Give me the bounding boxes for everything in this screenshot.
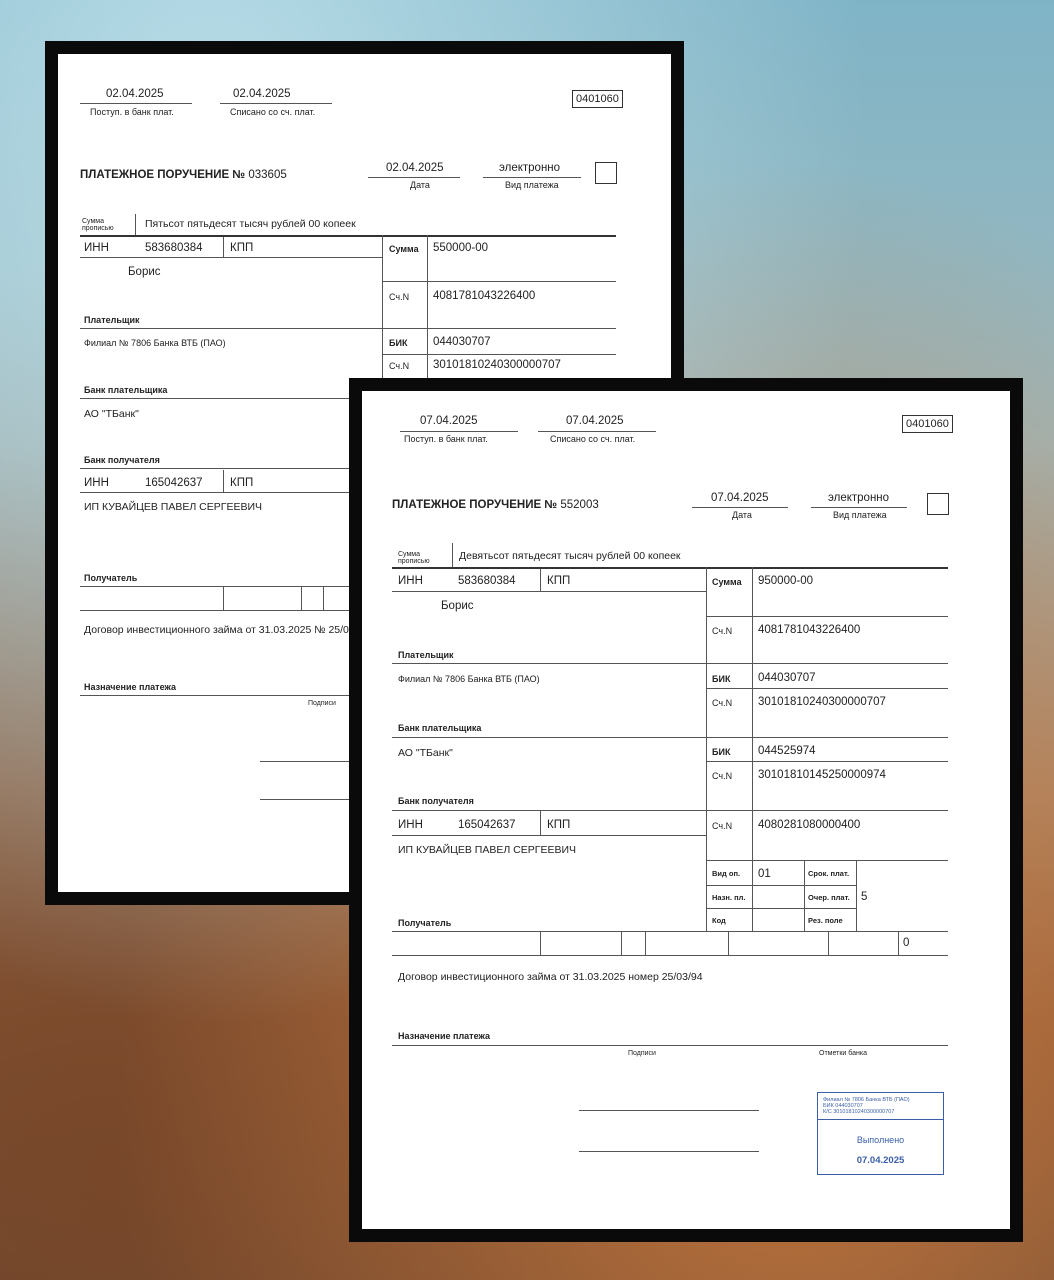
ocher-label: Очер. плат. — [808, 893, 850, 902]
recipient-kpp-label: КПП — [230, 477, 254, 489]
payer-bank: Филиал № 7806 Банка ВТБ (ПАО) — [398, 674, 540, 684]
recipient-bank: АО "ТБанк" — [84, 408, 139, 420]
srok-label: Срок. плат. — [808, 869, 850, 878]
purpose-text: Договор инвестиционного займа от 31.03.2025 № 25/0 — [84, 624, 349, 636]
doc-number: 033605 — [248, 169, 287, 181]
payer-account: 4081781043226400 — [433, 290, 536, 302]
bik-label: БИК — [389, 338, 408, 348]
summa: 950000-00 — [758, 575, 813, 587]
payer-bank: Филиал № 7806 Банка ВТБ (ПАО) — [84, 338, 226, 348]
summa-label: Сумма — [712, 577, 742, 587]
corr-label: Сч.N — [712, 698, 733, 708]
payment-order-front — [349, 378, 1023, 1242]
doc-title — [80, 169, 287, 181]
payer-label: Плательщик — [84, 315, 140, 325]
stamp-line1: Филиал № 7806 Банка ВТБ (ПАО) — [823, 1097, 910, 1103]
recipient-name: ИП КУВАЙЦЕВ ПАВЕЛ СЕРГЕЕВИЧ — [84, 501, 263, 513]
date-received: 02.04.2025 — [106, 88, 164, 100]
form-code: 0401060 — [572, 90, 623, 108]
doc-title — [392, 499, 599, 511]
amount-words: Девятьсот пятьдесят тысяч рублей 00 копеек — [459, 550, 681, 562]
recipient-kpp-label: КПП — [547, 819, 571, 831]
payer-bik: 044030707 — [433, 336, 491, 348]
recipient-bik: 044525974 — [758, 745, 816, 757]
payer-name: Борис — [441, 600, 474, 612]
payer-bik: 044030707 — [758, 672, 816, 684]
label-received: Поступ. в банк плат. — [90, 107, 174, 117]
purpose-label: Назначение платежа — [84, 682, 176, 692]
payer-name: Борис — [128, 266, 161, 278]
payer-inn: 583680384 — [145, 242, 203, 254]
doc-number: 552003 — [560, 499, 599, 511]
inn-label: ИНН — [84, 242, 109, 254]
ocher: 5 — [861, 891, 868, 903]
title-prefix: ПЛАТЕЖНОЕ ПОРУЧЕНИЕ № — [80, 169, 246, 181]
bank-marks-label: Отметки банка — [819, 1050, 867, 1057]
payment-type-label: Вид платежа — [833, 510, 887, 520]
summa: 550000-00 — [433, 242, 488, 254]
recipient-inn: 165042637 — [145, 477, 203, 489]
signatures-label: Подписи — [308, 700, 336, 707]
doc-date: 02.04.2025 — [386, 162, 444, 174]
purpose-text: Договор инвестиционного займа от 31.03.2025 номер 25/03/94 — [398, 971, 703, 983]
date-label: Дата — [410, 180, 430, 190]
payer-bank-label: Банк плательщика — [398, 723, 482, 733]
stamp-line3: К/С 30101810240300000707 — [823, 1109, 895, 1115]
account-label: Сч.N — [712, 626, 733, 636]
recipient-label: Получатель — [84, 573, 138, 583]
stamp-date: 07.04.2025 — [856, 1155, 905, 1166]
payment-type: электронно — [499, 162, 561, 174]
date-debited: 07.04.2025 — [566, 415, 624, 427]
label-debited: Списано со сч. плат. — [550, 434, 636, 444]
urgent-checkbox — [595, 162, 617, 184]
stamp-status: Выполнено — [856, 1135, 905, 1145]
recipient-bank-label: Банк получателя — [84, 455, 160, 465]
recipient-label: Получатель — [398, 918, 452, 928]
recipient-bank: АО "ТБанк" — [398, 747, 453, 759]
rez-label: Рез. поле — [808, 916, 843, 925]
recipient-corr: 30101810145250000974 — [758, 769, 886, 781]
recipient-inn-label: ИНН — [398, 819, 423, 831]
recipient-name: ИП КУВАЙЦЕВ ПАВЕЛ СЕРГЕЕВИЧ — [398, 844, 577, 856]
amount-words-label: Сумма прописью — [398, 551, 430, 565]
kod-label: Код — [712, 916, 726, 925]
bank-stamp — [817, 1092, 944, 1175]
recipient-corr-label: Сч.N — [712, 771, 733, 781]
tax-last-field: 0 — [903, 937, 910, 949]
date-label: Дата — [732, 510, 752, 520]
recipient-account: 4080281080000400 — [758, 819, 861, 831]
kpp-label: КПП — [230, 242, 254, 254]
corr-label: Сч.N — [389, 361, 410, 371]
recipient-bik-label: БИК — [712, 747, 731, 757]
summa-label: Сумма — [389, 244, 419, 254]
doc-date: 07.04.2025 — [711, 492, 769, 504]
recipient-bank-label: Банк получателя — [398, 796, 474, 806]
recipient-account-label: Сч.N — [712, 821, 733, 831]
payment-type: электронно — [828, 492, 890, 504]
amount-words: Пятьсот пятьдесят тысяч рублей 00 копеек — [145, 218, 356, 230]
payer-corr: 30101810240300000707 — [433, 359, 561, 371]
vid-op: 01 — [758, 868, 771, 880]
date-received: 07.04.2025 — [420, 415, 478, 427]
payer-label: Плательщик — [398, 650, 454, 660]
recipient-inn: 165042637 — [458, 819, 516, 831]
payer-bank-label: Банк плательщика — [84, 385, 168, 395]
stamp-line2: БИК 044030707 — [823, 1103, 863, 1109]
payer-inn: 583680384 — [458, 575, 516, 587]
naz-pl-label: Назн. пл. — [712, 893, 746, 902]
inn-label: ИНН — [398, 575, 423, 587]
purpose-label: Назначение платежа — [398, 1031, 490, 1041]
form-code: 0401060 — [902, 415, 953, 433]
kpp-label: КПП — [547, 575, 571, 587]
account-label: Сч.N — [389, 292, 410, 302]
title-prefix: ПЛАТЕЖНОЕ ПОРУЧЕНИЕ № — [392, 499, 558, 511]
signatures-label: Подписи — [628, 1050, 656, 1057]
label-debited: Списано со сч. плат. — [230, 107, 316, 117]
urgent-checkbox — [927, 493, 949, 515]
label-received: Поступ. в банк плат. — [404, 434, 488, 444]
vid-op-label: Вид оп. — [712, 869, 741, 878]
payment-type-label: Вид платежа — [505, 180, 559, 190]
recipient-inn-label: ИНН — [84, 477, 109, 489]
payer-account: 4081781043226400 — [758, 624, 861, 636]
date-debited: 02.04.2025 — [233, 88, 291, 100]
amount-words-label: Сумма прописью — [82, 218, 114, 232]
payer-corr: 30101810240300000707 — [758, 696, 886, 708]
bik-label: БИК — [712, 674, 731, 684]
